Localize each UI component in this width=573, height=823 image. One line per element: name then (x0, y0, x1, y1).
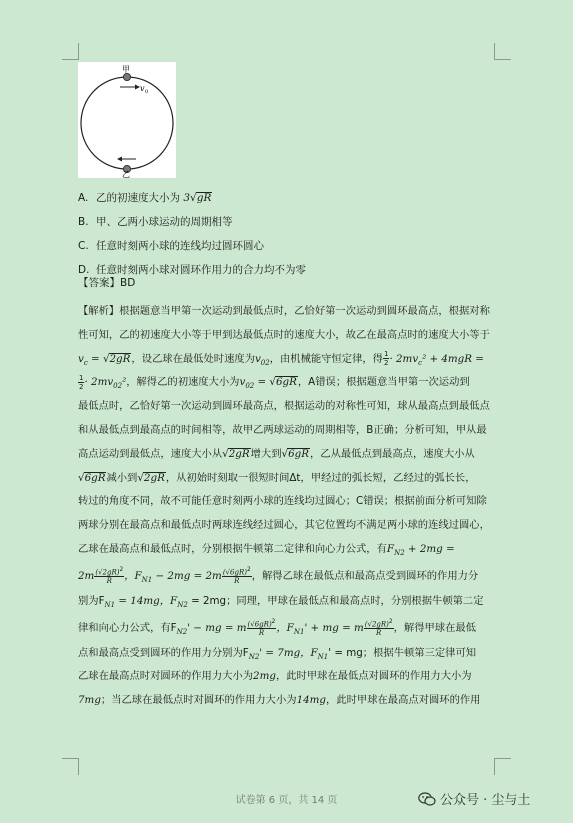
crop-mark-top-right (494, 43, 511, 60)
answer-options (78, 186, 498, 282)
label-v0-sub: 0 (145, 89, 149, 95)
label-yi: 乙 (122, 170, 130, 178)
circle-diagram (78, 62, 176, 178)
option-c: C. 任意时刻两小球的连线均过圆环圆心 (78, 240, 264, 252)
wechat-icon (418, 792, 436, 806)
arrow-left-head (117, 157, 122, 162)
solution-text: 【解析】根据题意当甲第一次运动到最低点时，乙恰好第一次运动到圆环最高点，根据对称 性可知，乙的初速度大小等于甲到达最低点时的速度大小，故乙在最高点时的速度大小等于 $v_c = √2gR$，设乙球在最低处时速度为$v_{02}$，由机械能守恒定律，得 $\frac{1}{2}$ · $2mv_c^2 + 4mgR$ = $\frac{1}{2}$ · $2mv_{02}^2$，解得乙的初速度大小为$v_{02} = √6gR$，A错误；根据题意当甲第一次运动到 最低点时，乙恰好第一次运动到圆环最高点，根据运动的对称性可知，球从最高点到最低点 和从最低点到最高点的时间相等，故甲乙两球运动的周期相等，B正确；分析可知，甲从最 高点运动到最低点，速度大小从√2gR增大到√6gR，乙从最低点到最高点，速度大小从 √6gR减小到√2gR，从初始时刻取一很短时间Δt，甲经过的弧长短，乙经过的弧长长， 转过的角度不同，故不可能任意时刻两小球的连线均过圆心；C错误；根据前面分析可知除 两球分别在最高点和最低点时两球连线经过圆心，其它位置均不满足两小球的连线过圆心， 乙球在最高点和最低点时，分别根据牛顿第二定律和向心力公式，有$F_{N2} + 2mg$ = 2m $\frac{(√2gR)^2}{R}$ ，$F_{N1} - 2mg = 2m$ $\frac{(√6gR)^2}{R}$ ，解得乙球在最低点和最高点受到圆环的作用力分 别为$F_{N1} = 14mg$，$F_{N2} = 2mg$；同理，甲球在最低点和最高点时，分别根据牛顿第二定 律和向心力公式，有$F_{N2}'$ − mg = m $\frac{(√6gR)^2}{R}$ ，$F_{N1}'$ + mg = m $\frac{(√2gR)^2}{R}$ ，解得甲球在最低 点和最高点受到圆环的作用力分别为$F_{N2}' = 7mg$，$F_{N1}'$ = mg；根据牛顿第三定律可知 乙球在最高点时对圆环的作用力大小为2mg，此时甲球在最低点对圆环的作用力大小为 7mg；当乙球在最低点时对圆环的作用力大小为14mg，此时甲球在最高点对圆环的作用 (78, 305, 490, 707)
crop-mark-bottom-left (62, 758, 79, 775)
crop-mark-top-left (62, 43, 79, 60)
label-jia: 甲 (122, 65, 130, 74)
ball-top (123, 73, 130, 80)
ring (81, 77, 173, 169)
option-a: A. 乙的初速度大小为 3√gR (78, 192, 212, 204)
watermark (418, 789, 530, 808)
circle-figure (78, 62, 176, 178)
option-b: B. 甲、乙两小球运动的周期相等 (78, 216, 233, 228)
label-v0: v (140, 84, 145, 93)
page-footer: 试卷第 6 页，共 14 页 (235, 795, 338, 806)
crop-mark-bottom-right (494, 758, 511, 775)
option-d: D. 任意时刻两小球对圆环作用力的合力均不为零 (78, 264, 306, 276)
answer-line: 【答案】BD (78, 277, 136, 289)
watermark-text: 公众号 · 尘与土 (440, 793, 531, 808)
